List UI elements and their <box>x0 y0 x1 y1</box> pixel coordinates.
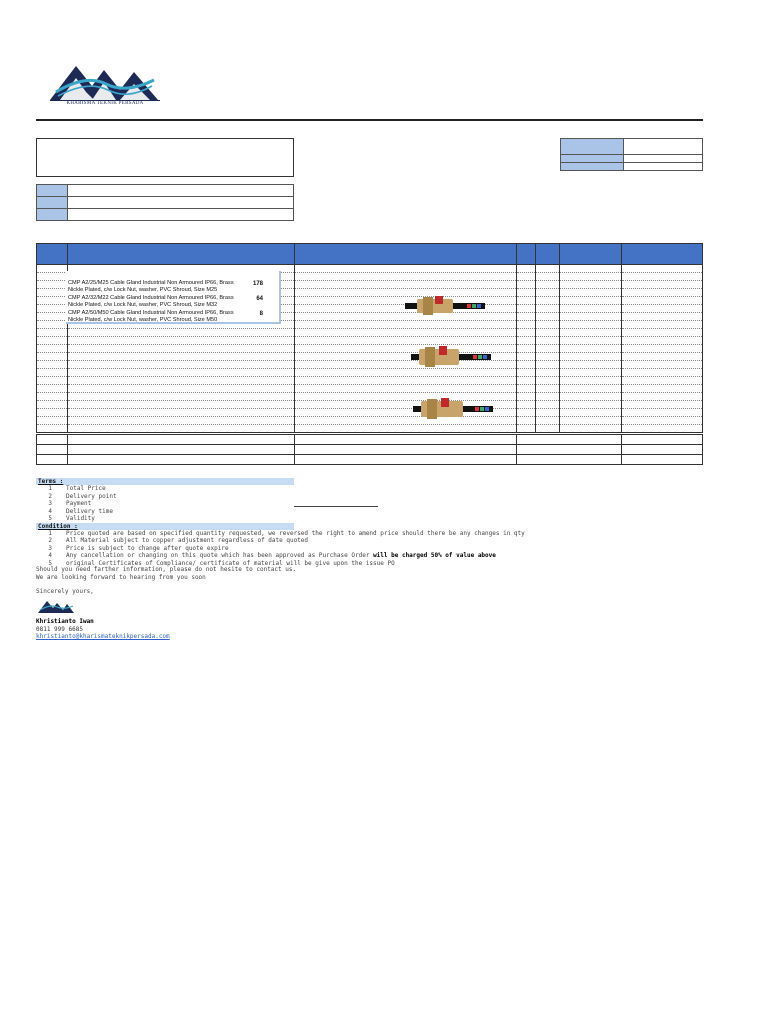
table-cell <box>37 345 68 353</box>
table-cell <box>622 385 703 393</box>
table-cell <box>517 409 536 417</box>
table-cell <box>622 417 703 425</box>
signer-phone: 0811 999 6685 <box>36 625 83 633</box>
table-cell <box>560 345 622 353</box>
terms-heading: Terms : <box>36 478 294 485</box>
table-cell <box>517 369 536 377</box>
table-cell <box>37 353 68 361</box>
table-cell <box>37 273 68 281</box>
table-cell <box>536 361 560 369</box>
list-item <box>36 530 556 538</box>
table-cell <box>67 369 294 377</box>
table-cell <box>536 321 560 329</box>
table-row <box>37 337 703 345</box>
term-number: 4 <box>48 507 52 515</box>
table-cell <box>622 273 703 281</box>
table-cell <box>536 369 560 377</box>
table-cell <box>67 361 294 369</box>
list-item <box>36 485 556 493</box>
closing-line: Should you need farther information, please do not hesite to contact us. <box>36 566 297 573</box>
table-row <box>37 417 703 425</box>
table-cell <box>536 425 560 433</box>
table-cell <box>294 329 517 337</box>
table-cell <box>536 393 560 401</box>
item-qty: 178 <box>252 281 263 287</box>
table-cell <box>622 377 703 385</box>
item-qty: 64 <box>256 296 263 302</box>
sincerely-text: Sincerely yours, <box>36 588 94 595</box>
delivery-underline <box>294 506 378 507</box>
table-cell <box>37 337 68 345</box>
item-qty: 8 <box>259 311 263 317</box>
company-name: KHARISMA TEKNIK PERSADA <box>50 100 160 107</box>
table-cell <box>622 361 703 369</box>
table-cell <box>37 425 68 433</box>
table-cell <box>37 409 68 417</box>
table-row <box>37 409 703 417</box>
condition-text: Price is subject to change after quote expire <box>66 544 229 552</box>
table-cell <box>517 417 536 425</box>
table-cell <box>560 313 622 321</box>
term-number: 1 <box>48 485 52 492</box>
table-cell <box>536 401 560 409</box>
table-cell <box>37 393 68 401</box>
cancellation-charge-note: will be charged 50% of value above <box>373 552 496 559</box>
condition-text: original Certificates of Compliance/ certificate of material will be give upon the issue PO <box>66 559 395 567</box>
table-cell <box>37 289 68 297</box>
table-cell <box>294 425 517 433</box>
table-cell <box>294 337 517 345</box>
table-cell <box>517 329 536 337</box>
cable-gland-image <box>411 345 491 369</box>
header-divider <box>36 119 703 121</box>
table-cell <box>536 345 560 353</box>
table-row <box>37 345 703 353</box>
table-row <box>37 369 703 377</box>
table-cell <box>560 361 622 369</box>
table-row <box>37 353 703 361</box>
condition-number: 4 <box>48 552 52 559</box>
table-cell <box>517 265 536 273</box>
table-cell <box>517 305 536 313</box>
table-cell <box>294 265 517 273</box>
list-item <box>36 508 556 516</box>
table-cell <box>536 385 560 393</box>
table-cell <box>622 425 703 433</box>
table-cell <box>37 297 68 305</box>
table-cell <box>294 369 517 377</box>
signature-logo <box>37 598 75 616</box>
totals-table <box>36 434 703 465</box>
table-cell <box>37 313 68 321</box>
table-cell <box>536 265 560 273</box>
condition-number: 1 <box>48 529 52 537</box>
table-cell <box>517 297 536 305</box>
table-cell <box>517 385 536 393</box>
table-cell <box>622 289 703 297</box>
term-text: Delivery time <box>66 507 113 515</box>
table-cell <box>37 369 68 377</box>
table-cell <box>67 409 294 417</box>
table-cell <box>622 265 703 273</box>
table-cell <box>536 289 560 297</box>
table-cell <box>294 377 517 385</box>
table-cell <box>622 345 703 353</box>
table-cell <box>622 321 703 329</box>
term-text: Validity <box>66 515 95 522</box>
table-cell <box>536 417 560 425</box>
table-cell <box>560 281 622 289</box>
table-cell <box>517 289 536 297</box>
table-cell <box>517 377 536 385</box>
table-row <box>37 401 703 409</box>
table-cell <box>67 337 294 345</box>
table-row <box>37 385 703 393</box>
table-cell <box>560 289 622 297</box>
table-cell <box>294 385 517 393</box>
table-cell <box>622 305 703 313</box>
table-cell <box>517 273 536 281</box>
table-cell <box>622 369 703 377</box>
table-cell <box>37 305 68 313</box>
table-row <box>37 425 703 433</box>
term-text: Payment <box>66 500 92 507</box>
table-row <box>37 329 703 337</box>
items-header-row <box>37 244 703 265</box>
table-cell <box>37 361 68 369</box>
table-cell <box>560 393 622 401</box>
table-cell <box>67 377 294 385</box>
table-cell <box>560 369 622 377</box>
table-cell <box>517 313 536 321</box>
table-cell <box>517 393 536 401</box>
term-number: 3 <box>48 500 52 507</box>
table-cell <box>67 417 294 425</box>
closing-line: We are looking forward to hearing from you soon <box>36 573 206 581</box>
signer-name: Khristianto Iwan <box>36 618 94 625</box>
table-cell <box>37 265 68 273</box>
signer-email-link[interactable]: khristianto@kharismateknikpersada.com <box>36 633 170 640</box>
table-row <box>37 361 703 369</box>
table-cell <box>536 409 560 417</box>
table-cell <box>37 321 68 329</box>
table-cell <box>37 401 68 409</box>
cable-gland-image <box>413 397 493 421</box>
term-text: Delivery point <box>66 492 117 500</box>
table-cell <box>622 409 703 417</box>
table-cell <box>294 321 517 329</box>
condition-number: 3 <box>48 544 52 552</box>
condition-text: All Material subject to copper adjustment regardless of date quoted <box>66 537 309 544</box>
table-cell <box>560 425 622 433</box>
item-description: CMP A2/50/M50 Cable Gland Industrial Non Armoured IP66, Brass Nickle Plated, c/w Lock Nut, washer, PVC Shroud, Size M50 <box>68 310 234 323</box>
table-cell <box>536 377 560 385</box>
table-cell <box>536 329 560 337</box>
table-cell <box>622 353 703 361</box>
table-cell <box>622 281 703 289</box>
closing-text <box>36 566 296 581</box>
quote-info-table <box>560 138 703 171</box>
table-cell <box>560 273 622 281</box>
table-cell <box>517 361 536 369</box>
table-cell <box>517 321 536 329</box>
table-cell <box>536 305 560 313</box>
table-cell <box>622 313 703 321</box>
table-cell <box>560 265 622 273</box>
table-cell <box>536 337 560 345</box>
list-item <box>68 295 273 311</box>
table-cell <box>560 321 622 329</box>
table-cell <box>560 401 622 409</box>
table-cell <box>560 377 622 385</box>
condition-heading: Condition : <box>36 523 294 530</box>
table-cell <box>67 401 294 409</box>
list-item <box>36 545 556 553</box>
table-row <box>37 377 703 385</box>
condition-text: Any cancellation or changing on this quote which has been approved as Purchase Order <box>66 552 370 559</box>
table-cell <box>536 313 560 321</box>
table-cell <box>560 417 622 425</box>
table-cell <box>517 353 536 361</box>
term-number: 5 <box>48 515 52 522</box>
table-cell <box>622 337 703 345</box>
list-item <box>36 537 556 545</box>
table-cell <box>517 345 536 353</box>
table-cell <box>67 385 294 393</box>
table-cell <box>37 377 68 385</box>
table-cell <box>67 329 294 337</box>
list-item <box>68 310 273 326</box>
list-item <box>36 493 556 501</box>
table-cell <box>536 297 560 305</box>
condition-text: Price quoted are based on specified quantity requested, we reversed the right to amend price should there be any changes in qty <box>66 529 525 537</box>
table-cell <box>622 401 703 409</box>
table-cell <box>37 281 68 289</box>
table-cell <box>560 385 622 393</box>
item-list-panel <box>66 271 281 324</box>
recipient-address-box <box>36 138 294 177</box>
table-cell <box>294 273 517 281</box>
table-cell <box>67 353 294 361</box>
table-cell <box>67 345 294 353</box>
table-cell <box>560 353 622 361</box>
table-cell <box>517 281 536 289</box>
customer-info-table <box>36 184 294 221</box>
terms-section <box>36 478 556 567</box>
list-item <box>36 515 556 523</box>
table-cell <box>560 305 622 313</box>
table-cell <box>37 329 68 337</box>
condition-number: 5 <box>48 559 52 567</box>
table-cell <box>294 281 517 289</box>
table-cell <box>517 401 536 409</box>
table-cell <box>517 425 536 433</box>
table-cell <box>536 353 560 361</box>
table-cell <box>67 393 294 401</box>
table-row <box>37 393 703 401</box>
table-cell <box>622 297 703 305</box>
term-number: 2 <box>48 492 52 500</box>
table-cell <box>67 425 294 433</box>
list-item <box>36 552 556 560</box>
table-cell <box>536 273 560 281</box>
item-description: CMP A2/32/M22 Cable Gland Industrial Non Armoured IP66, Brass Nickle Plated, c/w Lock Nut, washer, PVC Shroud, Size M32 <box>68 295 234 308</box>
signer-block <box>36 618 170 641</box>
condition-number: 2 <box>48 537 52 544</box>
table-cell <box>560 409 622 417</box>
table-cell <box>622 393 703 401</box>
table-cell <box>622 329 703 337</box>
table-cell <box>517 337 536 345</box>
table-cell <box>37 385 68 393</box>
table-cell <box>560 297 622 305</box>
table-cell <box>560 329 622 337</box>
cable-gland-image <box>405 294 485 318</box>
table-cell <box>560 337 622 345</box>
list-item <box>68 280 273 296</box>
item-description: CMP A2/25/M25 Cable Gland Industrial Non Armoured IP66, Brass Nickle Plated, c/w Lock Nut, washer, PVC Shroud, Size M25 <box>68 280 234 293</box>
table-cell <box>536 281 560 289</box>
term-text: Total Price <box>66 485 106 492</box>
table-cell <box>37 417 68 425</box>
